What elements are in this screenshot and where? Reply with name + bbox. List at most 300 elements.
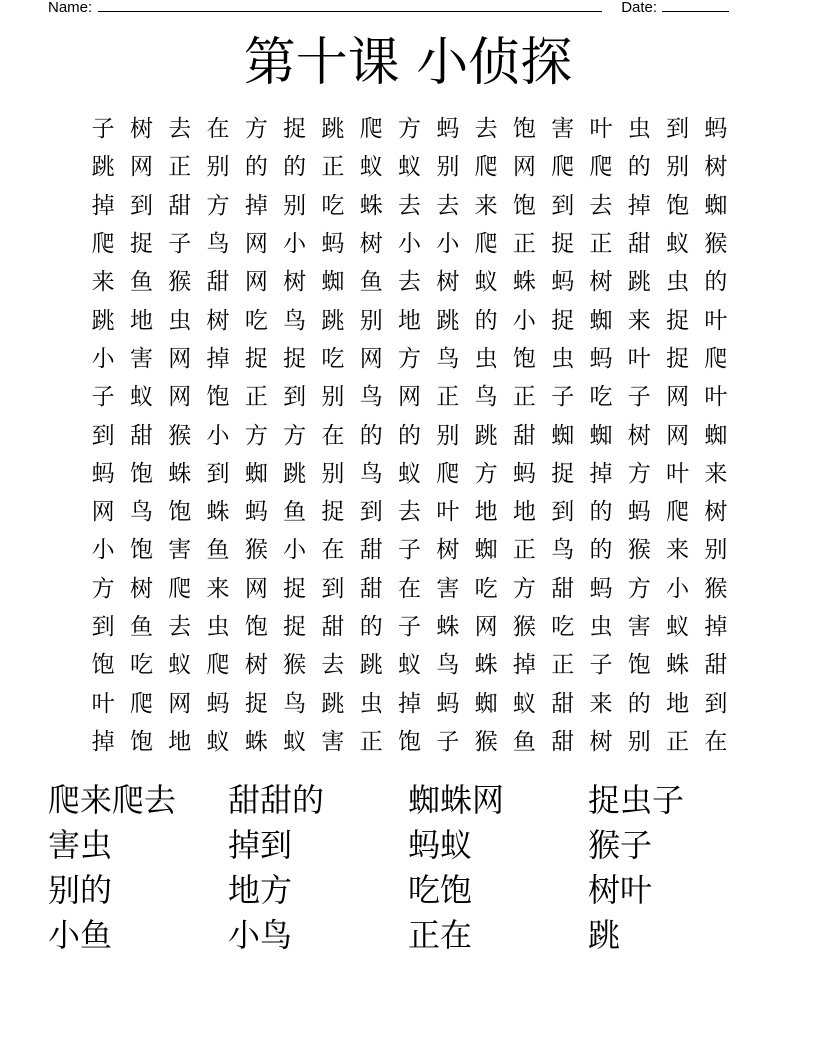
grid-cell[interactable]: 掉 — [589, 460, 613, 487]
grid-cell[interactable]: 方 — [474, 460, 498, 487]
grid-cell[interactable]: 蚁 — [398, 460, 422, 487]
grid-cell[interactable]: 去 — [398, 499, 422, 526]
grid-cell[interactable]: 别 — [436, 422, 460, 449]
grid-cell[interactable]: 甜 — [168, 192, 192, 219]
grid-cell[interactable]: 网 — [666, 422, 690, 449]
grid-cell[interactable]: 饱 — [512, 116, 536, 143]
grid-cell[interactable]: 爬 — [704, 345, 728, 372]
grid-cell[interactable]: 蚁 — [359, 154, 383, 181]
grid-cell[interactable]: 到 — [666, 116, 690, 143]
grid-cell[interactable]: 蚂 — [512, 460, 536, 487]
grid-cell[interactable]: 在 — [398, 575, 422, 602]
grid-cell[interactable]: 来 — [627, 307, 651, 334]
grid-cell[interactable]: 吃 — [321, 345, 345, 372]
grid-cell[interactable]: 正 — [244, 384, 268, 411]
grid-cell[interactable]: 甜 — [321, 614, 345, 640]
grid-cell[interactable]: 猴 — [512, 614, 536, 640]
grid-cell[interactable]: 在 — [206, 116, 230, 143]
grid-cell[interactable]: 的 — [474, 307, 498, 334]
grid-cell[interactable]: 子 — [627, 384, 651, 411]
grid-cell[interactable]: 到 — [206, 460, 230, 487]
grid-cell[interactable]: 地 — [398, 307, 422, 334]
grid-cell[interactable]: 地 — [129, 307, 153, 334]
grid-cell[interactable]: 吃 — [244, 307, 268, 334]
grid-cell[interactable]: 网 — [129, 154, 153, 181]
grid-cell[interactable]: 爬 — [206, 652, 230, 679]
grid-cell[interactable]: 的 — [627, 690, 651, 717]
grid-cell[interactable]: 正 — [436, 384, 460, 411]
grid-cell[interactable]: 蜘 — [589, 422, 613, 449]
date-label: Date: — [621, 0, 658, 16]
grid-cell[interactable]: 树 — [436, 537, 460, 564]
grid-cell[interactable]: 捉 — [283, 575, 307, 602]
grid-cell[interactable]: 树 — [589, 728, 613, 755]
grid-cell[interactable]: 蚁 — [474, 269, 498, 296]
grid-cell[interactable]: 捉 — [283, 614, 307, 640]
grid-cell[interactable]: 网 — [244, 269, 268, 296]
grid-cell[interactable]: 在 — [321, 422, 345, 449]
grid-cell[interactable]: 蚂 — [589, 345, 613, 372]
grid-cell[interactable]: 饱 — [512, 192, 536, 219]
grid-cell[interactable]: 猴 — [704, 231, 728, 258]
grid-cell[interactable]: 小 — [283, 537, 307, 564]
grid-cell[interactable]: 甜 — [512, 422, 536, 449]
grid-cell[interactable]: 蛛 — [244, 728, 268, 755]
grid-cell[interactable]: 叶 — [704, 384, 728, 411]
grid-cell[interactable]: 猴 — [283, 652, 307, 679]
grid-cell[interactable]: 鱼 — [283, 499, 307, 526]
grid-cell[interactable]: 蚁 — [666, 231, 690, 258]
grid-cell[interactable]: 小 — [436, 231, 460, 258]
grid-cell[interactable]: 的 — [627, 154, 651, 181]
grid-cell[interactable]: 跳 — [321, 690, 345, 717]
grid-cell[interactable]: 蛛 — [168, 460, 192, 487]
grid-cell[interactable]: 网 — [359, 345, 383, 372]
grid-cell[interactable]: 吃 — [589, 384, 613, 411]
grid-cell[interactable]: 叶 — [704, 307, 728, 334]
grid-cell[interactable]: 正 — [512, 384, 536, 411]
name-blank[interactable] — [98, 0, 602, 12]
grid-cell[interactable]: 到 — [551, 499, 575, 526]
grid-cell[interactable]: 甜 — [129, 422, 153, 449]
grid-cell[interactable]: 蛛 — [206, 499, 230, 526]
grid-cell[interactable]: 方 — [398, 116, 422, 143]
grid-cell[interactable]: 蚂 — [436, 116, 460, 143]
grid-cell[interactable]: 蜘 — [474, 690, 498, 717]
grid-cell[interactable]: 掉 — [398, 690, 422, 717]
grid-cell[interactable]: 子 — [168, 231, 192, 258]
grid-cell[interactable]: 虫 — [627, 116, 651, 143]
grid-cell[interactable]: 爬 — [474, 231, 498, 258]
grid-cell[interactable]: 虫 — [589, 614, 613, 640]
grid-cell[interactable]: 树 — [244, 652, 268, 679]
grid-cell[interactable]: 蚂 — [244, 499, 268, 526]
grid-cell[interactable]: 树 — [129, 575, 153, 602]
grid-cell[interactable]: 蜘 — [704, 192, 728, 219]
grid-cell[interactable]: 甜 — [551, 728, 575, 755]
grid-cell[interactable]: 饱 — [91, 652, 115, 679]
grid-cell[interactable]: 饱 — [129, 728, 153, 755]
grid-cell[interactable]: 小 — [91, 345, 115, 372]
grid-cell[interactable]: 子 — [436, 728, 460, 755]
grid-cell[interactable]: 捉 — [129, 231, 153, 258]
grid-cell[interactable]: 正 — [512, 537, 536, 564]
grid-cell[interactable]: 来 — [704, 460, 728, 487]
grid-cell[interactable]: 掉 — [206, 345, 230, 372]
grid-cell[interactable]: 甜 — [359, 537, 383, 564]
grid-cell[interactable]: 别 — [283, 192, 307, 219]
grid-cell[interactable]: 小 — [512, 307, 536, 334]
grid-cell[interactable]: 爬 — [589, 154, 613, 181]
grid-cell[interactable]: 跳 — [91, 154, 115, 181]
grid-cell[interactable]: 捉 — [244, 345, 268, 372]
grid-cell[interactable]: 鸟 — [436, 652, 460, 679]
grid-cell[interactable]: 跳 — [283, 460, 307, 487]
grid-cell[interactable]: 蜘 — [589, 307, 613, 334]
grid-cell[interactable]: 方 — [512, 575, 536, 602]
grid-cell[interactable]: 蛛 — [359, 192, 383, 219]
grid-cell[interactable]: 方 — [398, 345, 422, 372]
grid-cell[interactable]: 网 — [168, 690, 192, 717]
grid-cell[interactable]: 跳 — [321, 307, 345, 334]
grid-cell[interactable]: 网 — [244, 575, 268, 602]
grid-cell[interactable]: 饱 — [244, 614, 268, 640]
grid-cell[interactable]: 到 — [704, 690, 728, 717]
grid-cell[interactable]: 虫 — [551, 345, 575, 372]
grid-cell[interactable]: 的 — [359, 614, 383, 640]
grid-cell[interactable]: 害 — [627, 614, 651, 640]
grid-cell[interactable]: 跳 — [91, 307, 115, 334]
grid-cell[interactable]: 害 — [168, 537, 192, 564]
grid-cell[interactable]: 到 — [129, 192, 153, 219]
grid-row — [84, 684, 735, 722]
grid-cell[interactable]: 树 — [627, 422, 651, 449]
grid-cell[interactable]: 鸟 — [283, 690, 307, 717]
grid-cell[interactable]: 猴 — [627, 537, 651, 564]
grid-cell[interactable]: 鱼 — [359, 269, 383, 296]
grid-cell[interactable]: 鸟 — [359, 460, 383, 487]
grid-cell[interactable]: 树 — [283, 269, 307, 296]
word-bank-item: 地方 — [228, 871, 293, 909]
grid-cell[interactable]: 爬 — [359, 116, 383, 143]
grid-cell[interactable]: 鸟 — [474, 384, 498, 411]
grid-cell[interactable]: 树 — [704, 499, 728, 526]
grid-cell[interactable]: 别 — [321, 460, 345, 487]
grid-cell[interactable]: 方 — [244, 422, 268, 449]
grid-cell[interactable]: 蚂 — [704, 116, 728, 143]
grid-cell[interactable]: 鱼 — [512, 728, 536, 755]
grid-cell[interactable]: 饱 — [398, 728, 422, 755]
grid-cell[interactable]: 鱼 — [129, 614, 153, 640]
grid-cell[interactable]: 掉 — [244, 192, 268, 219]
word-bank-item: 捉虫子 — [588, 781, 685, 819]
grid-cell[interactable]: 吃 — [129, 652, 153, 679]
grid-cell[interactable]: 蛛 — [666, 652, 690, 679]
grid-cell[interactable]: 去 — [321, 652, 345, 679]
grid-cell[interactable]: 去 — [398, 192, 422, 219]
grid-cell[interactable]: 正 — [589, 231, 613, 258]
grid-cell[interactable]: 爬 — [168, 575, 192, 602]
grid-cell[interactable]: 正 — [168, 154, 192, 181]
grid-cell[interactable]: 掉 — [704, 614, 728, 640]
grid-cell[interactable]: 网 — [666, 384, 690, 411]
grid-cell[interactable]: 别 — [627, 728, 651, 755]
grid-cell[interactable]: 正 — [666, 728, 690, 755]
grid-cell[interactable]: 去 — [589, 192, 613, 219]
grid-cell[interactable]: 跳 — [474, 422, 498, 449]
grid-cell[interactable]: 饱 — [129, 537, 153, 564]
grid-cell[interactable]: 树 — [589, 269, 613, 296]
grid-cell[interactable]: 叶 — [666, 460, 690, 487]
grid-cell[interactable]: 害 — [436, 575, 460, 602]
grid-cell[interactable]: 叶 — [589, 116, 613, 143]
grid-cell[interactable]: 子 — [551, 384, 575, 411]
grid-cell[interactable]: 爬 — [551, 154, 575, 181]
grid-cell[interactable]: 鸟 — [206, 231, 230, 258]
grid-cell[interactable]: 别 — [704, 537, 728, 564]
grid-cell[interactable]: 蚁 — [512, 690, 536, 717]
date-blank[interactable] — [662, 0, 729, 12]
grid-cell[interactable]: 虫 — [168, 307, 192, 334]
grid-cell[interactable]: 甜 — [627, 231, 651, 258]
grid-cell[interactable]: 小 — [398, 231, 422, 258]
grid-cell[interactable]: 虫 — [474, 345, 498, 372]
grid-cell[interactable]: 蜘 — [474, 537, 498, 564]
grid-cell[interactable]: 网 — [512, 154, 536, 181]
grid-cell[interactable]: 捉 — [666, 307, 690, 334]
grid-cell[interactable]: 掉 — [91, 728, 115, 755]
word-bank-item: 害虫 — [48, 826, 113, 864]
grid-cell[interactable]: 捉 — [551, 460, 575, 487]
grid-cell[interactable]: 猴 — [704, 575, 728, 602]
grid-cell[interactable]: 吃 — [551, 614, 575, 640]
grid-cell[interactable]: 去 — [436, 192, 460, 219]
grid-cell[interactable]: 的 — [398, 422, 422, 449]
grid-cell[interactable]: 的 — [283, 154, 307, 181]
grid-cell[interactable]: 吃 — [321, 192, 345, 219]
grid-cell[interactable]: 子 — [91, 116, 115, 143]
grid-cell[interactable]: 鸟 — [129, 499, 153, 526]
grid-cell[interactable]: 方 — [206, 192, 230, 219]
grid-cell[interactable]: 方 — [627, 460, 651, 487]
grid-cell[interactable]: 蚁 — [168, 652, 192, 679]
grid-cell[interactable]: 正 — [321, 154, 345, 181]
grid-cell[interactable]: 蛛 — [474, 652, 498, 679]
grid-cell[interactable]: 鸟 — [436, 345, 460, 372]
grid-cell[interactable]: 虫 — [359, 690, 383, 717]
grid-cell[interactable]: 蚂 — [321, 231, 345, 258]
grid-cell[interactable]: 方 — [91, 575, 115, 602]
grid-cell[interactable]: 鱼 — [129, 269, 153, 296]
grid-cell[interactable]: 方 — [244, 116, 268, 143]
grid-cell[interactable]: 甜 — [551, 690, 575, 717]
grid-cell[interactable]: 饱 — [129, 460, 153, 487]
grid-cell[interactable]: 猴 — [168, 269, 192, 296]
grid-cell[interactable]: 子 — [398, 614, 422, 640]
grid-cell[interactable]: 子 — [589, 652, 613, 679]
grid-cell[interactable]: 地 — [666, 690, 690, 717]
grid-cell[interactable]: 小 — [666, 575, 690, 602]
grid-cell[interactable]: 来 — [206, 575, 230, 602]
grid-cell[interactable]: 饱 — [206, 384, 230, 411]
grid-cell[interactable]: 去 — [168, 614, 192, 640]
grid-cell[interactable]: 正 — [512, 231, 536, 258]
grid-cell[interactable]: 去 — [168, 116, 192, 143]
grid-cell[interactable]: 蚂 — [627, 499, 651, 526]
grid-cell[interactable]: 别 — [206, 154, 230, 181]
grid-cell[interactable]: 到 — [359, 499, 383, 526]
grid-cell[interactable]: 的 — [704, 269, 728, 296]
grid-cell[interactable]: 蛛 — [512, 269, 536, 296]
word-bank-item: 蜘蛛网 — [408, 781, 505, 819]
grid-cell[interactable]: 蚁 — [666, 614, 690, 640]
grid-cell[interactable]: 捉 — [551, 231, 575, 258]
grid-cell[interactable]: 网 — [91, 499, 115, 526]
grid-cell[interactable]: 爬 — [91, 231, 115, 258]
grid-cell[interactable]: 地 — [474, 499, 498, 526]
grid-cell[interactable]: 蚁 — [129, 384, 153, 411]
grid-cell[interactable]: 蚁 — [398, 652, 422, 679]
grid-cell[interactable]: 捉 — [551, 307, 575, 334]
grid-cell[interactable]: 树 — [206, 307, 230, 334]
grid-cell[interactable]: 的 — [589, 499, 613, 526]
grid-cell[interactable]: 鸟 — [359, 384, 383, 411]
grid-cell[interactable]: 在 — [321, 537, 345, 564]
grid-cell[interactable]: 网 — [168, 384, 192, 411]
grid-cell[interactable]: 叶 — [436, 499, 460, 526]
grid-cell[interactable]: 小 — [206, 422, 230, 449]
grid-cell[interactable]: 在 — [704, 728, 728, 755]
grid-cell[interactable]: 吃 — [474, 575, 498, 602]
grid-cell[interactable]: 网 — [474, 614, 498, 640]
grid-cell[interactable]: 猴 — [244, 537, 268, 564]
grid-cell[interactable]: 甜 — [704, 652, 728, 679]
grid-cell[interactable]: 小 — [91, 537, 115, 564]
grid-cell[interactable]: 虫 — [206, 614, 230, 640]
grid-cell[interactable]: 树 — [129, 116, 153, 143]
grid-cell[interactable]: 害 — [129, 345, 153, 372]
grid-cell[interactable]: 的 — [244, 154, 268, 181]
grid-cell[interactable]: 树 — [704, 154, 728, 181]
grid-cell[interactable]: 叶 — [91, 690, 115, 717]
grid-cell[interactable]: 别 — [359, 307, 383, 334]
grid-cell[interactable]: 爬 — [666, 499, 690, 526]
grid-cell[interactable]: 去 — [474, 116, 498, 143]
grid-cell[interactable]: 正 — [359, 728, 383, 755]
grid-cell[interactable]: 别 — [436, 154, 460, 181]
grid-cell[interactable]: 来 — [666, 537, 690, 564]
grid-cell[interactable]: 方 — [283, 422, 307, 449]
grid-row — [84, 493, 735, 531]
grid-cell[interactable]: 地 — [512, 499, 536, 526]
grid-cell[interactable]: 掉 — [91, 192, 115, 219]
grid-cell[interactable]: 饱 — [666, 192, 690, 219]
grid-cell[interactable]: 别 — [321, 384, 345, 411]
grid-cell[interactable]: 网 — [168, 345, 192, 372]
grid-cell[interactable]: 蛛 — [436, 614, 460, 640]
grid-cell[interactable]: 捉 — [666, 345, 690, 372]
grid-cell[interactable]: 来 — [91, 269, 115, 296]
grid-cell[interactable]: 猴 — [474, 728, 498, 755]
grid-cell[interactable]: 树 — [359, 231, 383, 258]
grid-cell[interactable]: 饱 — [512, 345, 536, 372]
grid-cell[interactable]: 到 — [91, 614, 115, 640]
grid-cell[interactable]: 的 — [359, 422, 383, 449]
grid-cell[interactable]: 捉 — [283, 116, 307, 143]
grid-cell[interactable]: 的 — [589, 537, 613, 564]
grid-cell[interactable]: 到 — [321, 575, 345, 602]
grid-cell[interactable]: 饱 — [627, 652, 651, 679]
grid-cell[interactable]: 虫 — [666, 269, 690, 296]
grid-cell[interactable]: 害 — [551, 116, 575, 143]
grid-cell[interactable]: 蚂 — [551, 269, 575, 296]
grid-cell[interactable]: 猴 — [168, 422, 192, 449]
grid-cell[interactable]: 别 — [666, 154, 690, 181]
grid-cell[interactable]: 蜘 — [704, 422, 728, 449]
grid-cell[interactable]: 蚂 — [589, 575, 613, 602]
grid-cell[interactable]: 子 — [91, 384, 115, 411]
grid-cell[interactable]: 跳 — [627, 269, 651, 296]
grid-cell[interactable]: 跳 — [436, 307, 460, 334]
name-label: Name: — [48, 0, 93, 16]
grid-cell[interactable]: 掉 — [512, 652, 536, 679]
grid-cell[interactable]: 捉 — [244, 690, 268, 717]
grid-cell[interactable]: 捉 — [283, 345, 307, 372]
grid-cell[interactable]: 鱼 — [206, 537, 230, 564]
grid-cell[interactable]: 蚂 — [206, 690, 230, 717]
grid-cell[interactable]: 鸟 — [283, 307, 307, 334]
grid-cell[interactable]: 到 — [551, 192, 575, 219]
grid-cell[interactable]: 地 — [168, 728, 192, 755]
grid-cell[interactable]: 爬 — [474, 154, 498, 181]
grid-cell[interactable]: 蜘 — [551, 422, 575, 449]
grid-cell[interactable]: 饱 — [168, 499, 192, 526]
grid-cell[interactable]: 鸟 — [551, 537, 575, 564]
grid-cell[interactable]: 网 — [398, 384, 422, 411]
grid-cell[interactable]: 爬 — [436, 460, 460, 487]
grid-cell[interactable]: 甜 — [551, 575, 575, 602]
grid-cell[interactable]: 树 — [436, 269, 460, 296]
grid-cell[interactable]: 蜘 — [244, 460, 268, 487]
word-bank-item: 蚂蚁 — [408, 826, 473, 864]
grid-cell[interactable]: 网 — [244, 231, 268, 258]
grid-cell[interactable]: 甜 — [359, 575, 383, 602]
grid-cell[interactable]: 捉 — [321, 499, 345, 526]
grid-cell[interactable]: 爬 — [129, 690, 153, 717]
grid-cell[interactable]: 蚂 — [436, 690, 460, 717]
grid-cell[interactable]: 蚁 — [283, 728, 307, 755]
grid-cell[interactable]: 害 — [321, 728, 345, 755]
grid-cell[interactable]: 子 — [398, 537, 422, 564]
grid-cell[interactable]: 正 — [551, 652, 575, 679]
grid-cell[interactable]: 到 — [283, 384, 307, 411]
grid-cell[interactable]: 蚂 — [91, 460, 115, 487]
grid-cell[interactable]: 蚁 — [398, 154, 422, 181]
grid-cell[interactable]: 掉 — [627, 192, 651, 219]
grid-cell[interactable]: 叶 — [627, 345, 651, 372]
grid-cell[interactable]: 去 — [398, 269, 422, 296]
grid-cell[interactable]: 蚁 — [206, 728, 230, 755]
grid-cell[interactable]: 跳 — [359, 652, 383, 679]
grid-cell[interactable]: 方 — [627, 575, 651, 602]
grid-cell[interactable]: 小 — [283, 231, 307, 258]
grid-cell[interactable]: 跳 — [321, 116, 345, 143]
grid-cell[interactable]: 甜 — [206, 269, 230, 296]
grid-cell[interactable]: 蜘 — [321, 269, 345, 296]
grid-cell[interactable]: 来 — [474, 192, 498, 219]
grid-cell[interactable]: 到 — [91, 422, 115, 449]
grid-cell[interactable]: 来 — [589, 690, 613, 717]
